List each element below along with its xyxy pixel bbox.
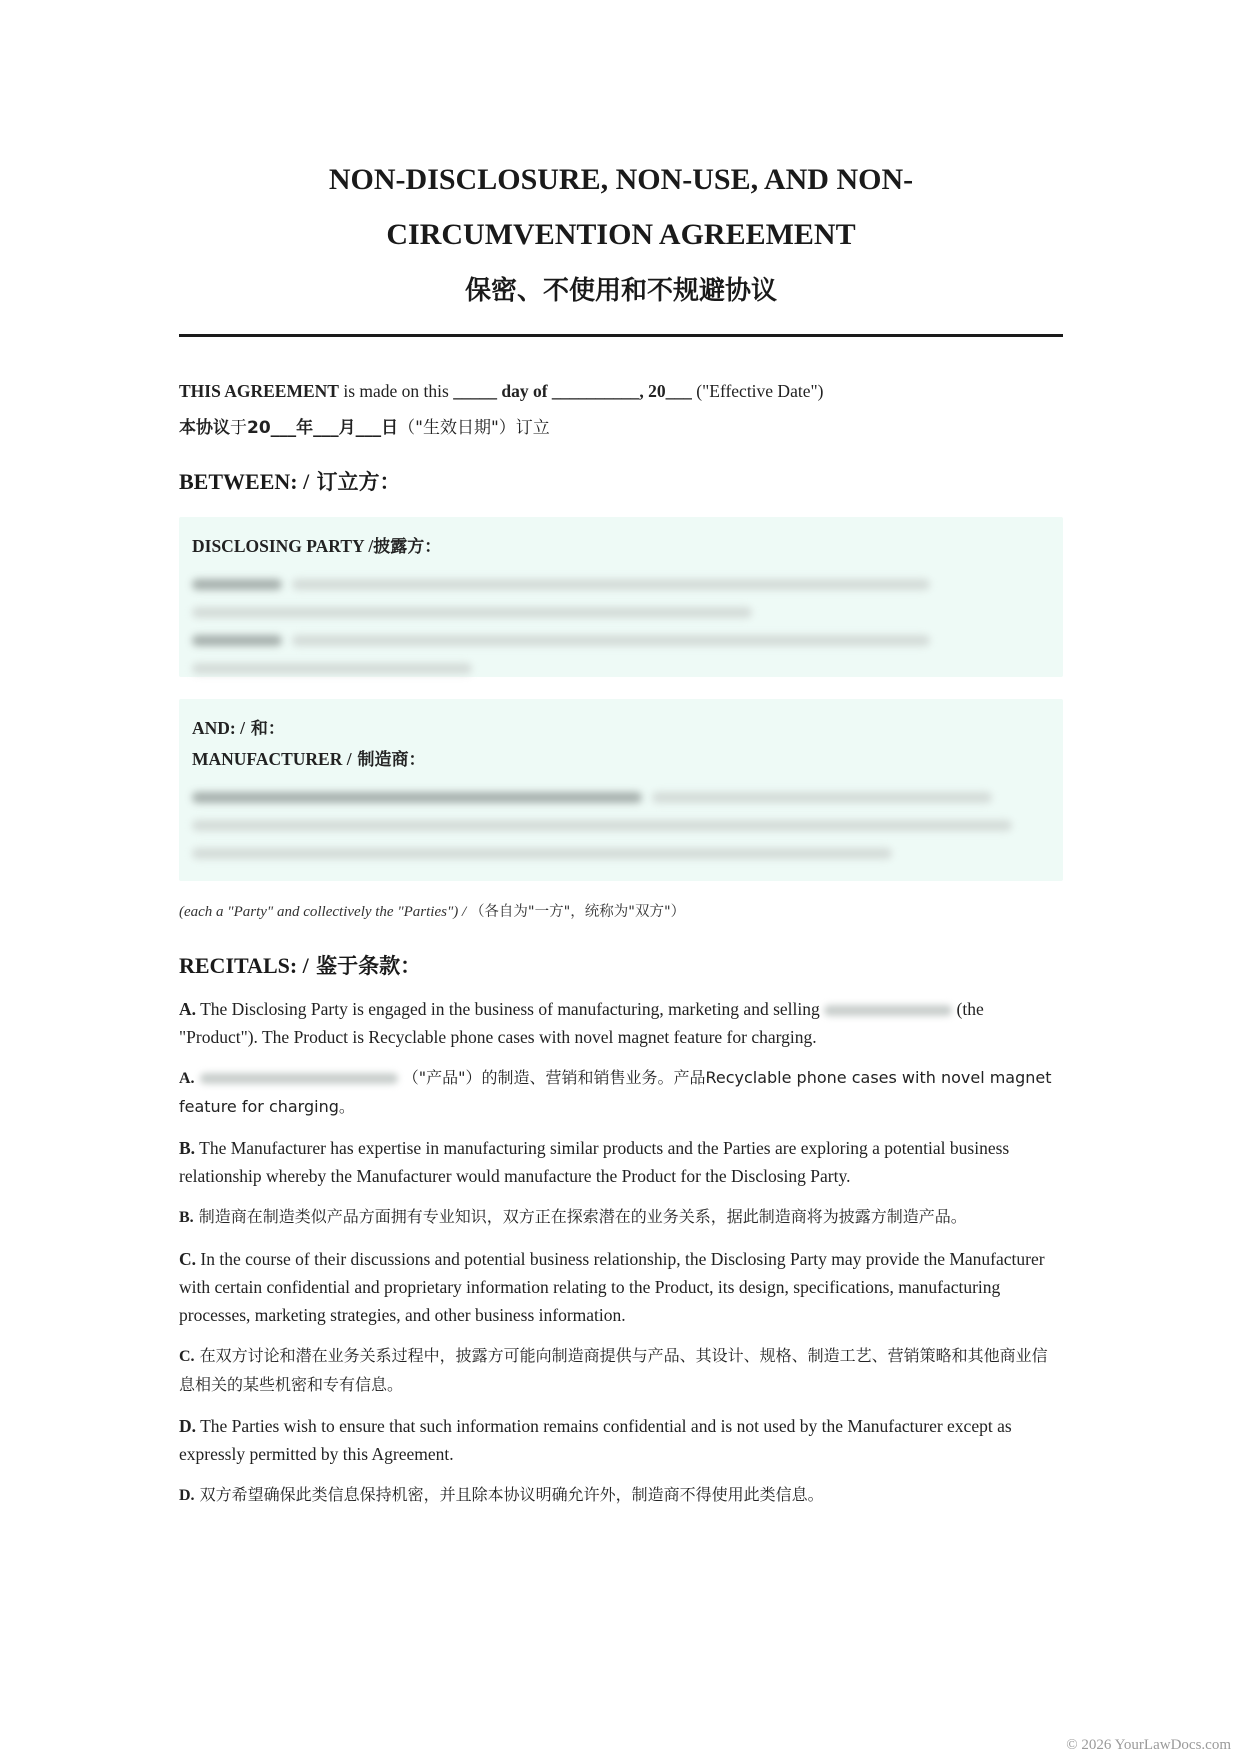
recital-letter: D. [179, 1487, 195, 1504]
title-line-1: NON-DISCLOSURE, NON-USE, AND NON- [328, 163, 914, 196]
recital-letter: B. [179, 1209, 194, 1226]
effective-date-label: ("Effective Date") [691, 381, 824, 401]
and-label-en: AND: / [192, 718, 245, 738]
redacted-name-cn [192, 635, 282, 646]
recital-letter: D. [179, 1416, 197, 1436]
redacted-text-cn [292, 635, 930, 646]
document-page [179, 0, 1063, 1510]
redacted-product-name-cn [200, 1073, 398, 1084]
disclosing-party-redacted-2 [192, 607, 752, 618]
recital-b-cn-text: 制造商在制造类似产品方面拥有专业知识，双方正在探索潜在的业务关系，据此制造商将为披露方制造产品。 [198, 1207, 967, 1226]
title-divider [179, 334, 1063, 337]
effective-label-cn: （"生效日期"）订立 [398, 418, 550, 438]
between-heading [179, 467, 1063, 497]
parties-note [179, 901, 1063, 923]
effective-date-line [179, 379, 1063, 403]
recital-c-en [179, 1245, 1063, 1329]
recital-letter: A. [179, 999, 197, 1019]
recital-d-cn [179, 1481, 1063, 1510]
disclosing-party-redacted-3 [192, 635, 1050, 646]
recital-c-en-text: In the course of their discussions and potential business relationship, the Disclosing Party may provide the Manufacturer with certain confidential and proprietary information relating to the Product, its design, specifications, manufacturing processes, marketing strategies, and other business information. [179, 1249, 1045, 1325]
recital-d-cn-text: 双方希望确保此类信息保持机密，并且除本协议明确允许外，制造商不得使用此类信息。 [199, 1485, 824, 1504]
recital-letter: A. [179, 1070, 195, 1087]
made-on-text: is made on this [338, 381, 454, 401]
date-blank-cn: 20___年___月___日 [247, 418, 399, 438]
agreement-lead-cn: 本协议 [179, 418, 230, 438]
made-on-cn: 于 [230, 418, 247, 438]
disclosing-party-redacted-4 [192, 663, 472, 674]
day-blank: _____ [453, 381, 497, 401]
between-label-cn: 订立方： [309, 470, 401, 494]
recital-a-en-text-1: The Disclosing Party is engaged in the business of manufacturing, marketing and selling [200, 999, 820, 1019]
disclosing-party-redacted-1 [192, 579, 1050, 590]
agreement-lead: THIS AGREEMENT [179, 381, 339, 401]
disclosing-party-label-en: DISCLOSING PARTY / [192, 536, 374, 556]
recital-b-cn [179, 1203, 1063, 1232]
and-label [192, 713, 1050, 744]
manufacturer-label-en: MANUFACTURER / [192, 749, 352, 769]
redacted-product-name [824, 1005, 952, 1016]
disclosing-party-box [179, 517, 1063, 677]
recital-letter: C. [179, 1348, 195, 1365]
title-line-2: CIRCUMVENTION AGREEMENT [386, 218, 856, 251]
title-chinese: 保密、不使用和不规避协议 [464, 276, 777, 306]
manufacturer-redacted-1 [192, 792, 1050, 803]
manufacturer-redacted-3 [192, 848, 892, 859]
between-label: BETWEEN: / [179, 469, 310, 494]
recital-a-cn [179, 1064, 1063, 1121]
recital-c-cn [179, 1342, 1063, 1399]
redacted-text [652, 792, 992, 803]
month-blank: __________ [551, 381, 640, 401]
recital-d-en [179, 1412, 1063, 1468]
manufacturer-label [192, 744, 1050, 775]
recitals-label: RECITALS: / [179, 953, 309, 978]
recital-c-cn-text: 在双方讨论和潜在业务关系过程中，披露方可能向制造商提供与产品、其设计、规格、制造工艺、营销策略和其他商业信息相关的某些机密和专有信息。 [179, 1346, 1048, 1394]
recitals-label-cn: 鉴于条款： [308, 954, 422, 978]
and-label-cn: 和： [244, 719, 285, 739]
day-of-text: day of [496, 381, 552, 401]
manufacturer-label-cn: 制造商： [351, 750, 426, 770]
recital-a-en-text-2: (the "Product"). The Product is Recyclable phone cases with novel magnet feature for charging. [179, 999, 984, 1047]
redacted-manufacturer-name [192, 792, 642, 803]
disclosing-party-label-cn: 披露方： [373, 537, 442, 557]
parties-note-cn: （各自为"一方"，统称为"双方"） [469, 904, 686, 920]
parties-note-en: (each a "Party" and collectively the "Parties") / [179, 904, 467, 920]
manufacturer-box [179, 699, 1063, 881]
copyright-footer: © 2026 YourLawDocs.com [1066, 1737, 1231, 1753]
recital-b-en [179, 1134, 1063, 1190]
year-blank: , 20___ [639, 381, 692, 401]
recital-a-cn-text: （"产品"）的制造、营销和销售业务。产品Recyclable phone cases with novel magnet feature for charging。 [179, 1068, 1052, 1116]
redacted-name [192, 579, 282, 590]
document-title [179, 152, 1063, 262]
recital-d-en-text: The Parties wish to ensure that such information remains confidential and is not used by the Manufacturer except as expressly permitted by this Agreement. [179, 1416, 1012, 1464]
recital-a-en [179, 995, 1063, 1051]
disclosing-party-label [192, 531, 1050, 562]
manufacturer-redacted-2 [192, 820, 1012, 831]
redacted-text [292, 579, 930, 590]
recital-b-en-text: The Manufacturer has expertise in manufacturing similar products and the Parties are exploring a potential business relationship whereby the Manufacturer would manufacture the Product for the Disclosing Party. [179, 1138, 1010, 1186]
recitals-heading [179, 951, 1063, 981]
recital-letter: B. [179, 1138, 196, 1158]
recital-letter: C. [179, 1249, 197, 1269]
effective-date-line-cn [179, 416, 1063, 440]
